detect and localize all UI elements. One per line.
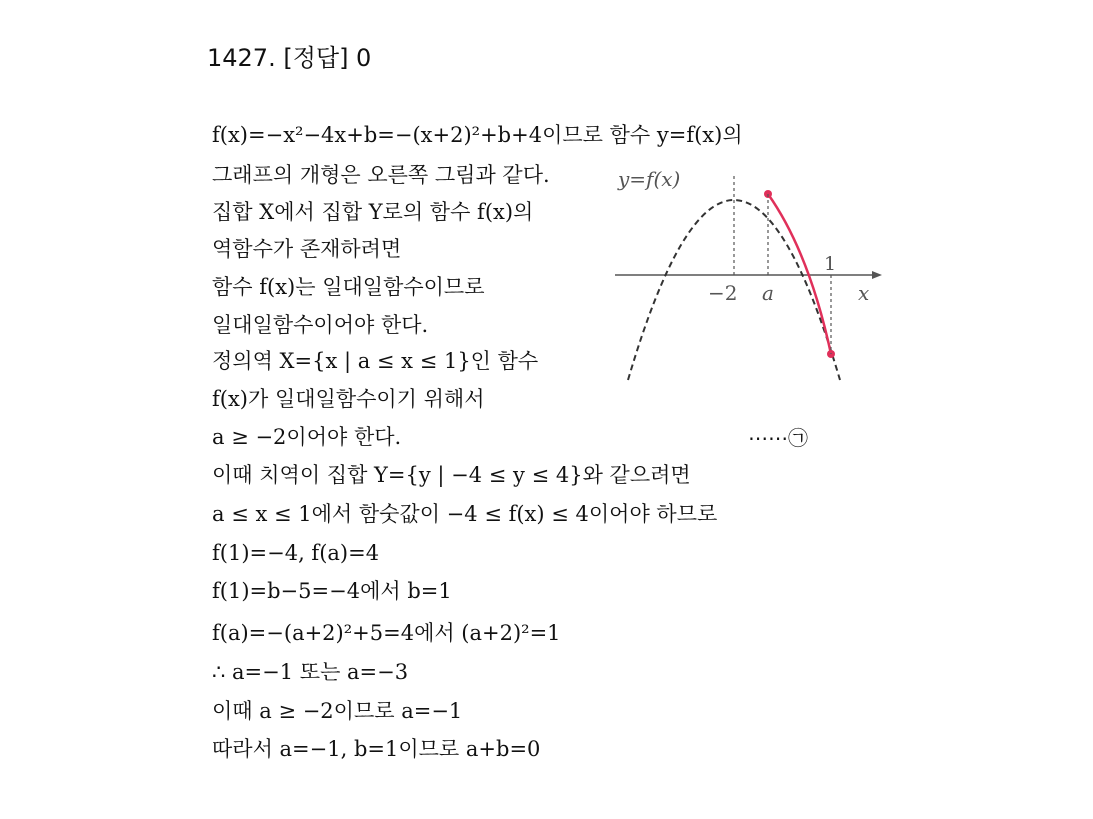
solution-line-13: f(1)=b−5=−4에서 b=1: [212, 579, 452, 603]
solution-line-6: 일대일함수이어야 한다.: [212, 313, 429, 337]
solution-line-3: 집합 X에서 집합 Y로의 함수 f(x)의: [212, 200, 534, 224]
curve-label: y=f(x): [618, 167, 681, 191]
solution-line-1: f(x)=−x²−4x+b=−(x+2)²+b+4이므로 함수 y=f(x)의: [212, 123, 743, 147]
axis-label-x: x: [858, 281, 870, 305]
solution-line-9: a ≥ −2이어야 한다.: [212, 425, 402, 449]
solution-line-15: ∴ a=−1 또는 a=−3: [212, 660, 409, 684]
solution-line-17: 따라서 a=−1, b=1이므로 a+b=0: [212, 737, 541, 761]
solution-line-14: f(a)=−(a+2)²+5=4에서 (a+2)²=1: [212, 621, 561, 645]
solution-line-2: 그래프의 개형은 오른쪽 그림과 같다.: [212, 163, 550, 187]
tick-label-1: 1: [824, 253, 837, 275]
solution-line-4: 역함수가 존재하려면: [212, 237, 402, 261]
solution-line-8: f(x)가 일대일함수이기 위해서: [212, 387, 485, 411]
tick-label-a: a: [762, 281, 774, 305]
solution-line-10: 이때 치역이 집합 Y={y | −4 ≤ y ≤ 4}와 같으려면: [212, 463, 691, 487]
highlight-curve: [768, 194, 831, 354]
solution-line-16: 이때 a ≥ −2이므로 a=−1: [212, 699, 463, 723]
solution-line-11: a ≤ x ≤ 1에서 함숫값이 −4 ≤ f(x) ≤ 4이어야 하므로: [212, 502, 718, 526]
tick-label-neg2: −2: [708, 281, 738, 305]
solution-line-5: 함수 f(x)는 일대일함수이므로: [212, 275, 485, 299]
problem-title: 1427. [정답] 0: [207, 44, 372, 72]
solution-line-7: 정의역 X={x | a ≤ x ≤ 1}인 함수: [212, 349, 539, 373]
solution-line-12: f(1)=−4, f(a)=4: [212, 541, 380, 565]
equation-marker: ⋯⋯㉠: [748, 426, 808, 450]
x-axis-arrow: [872, 271, 882, 279]
parabola-graph: [610, 160, 890, 390]
